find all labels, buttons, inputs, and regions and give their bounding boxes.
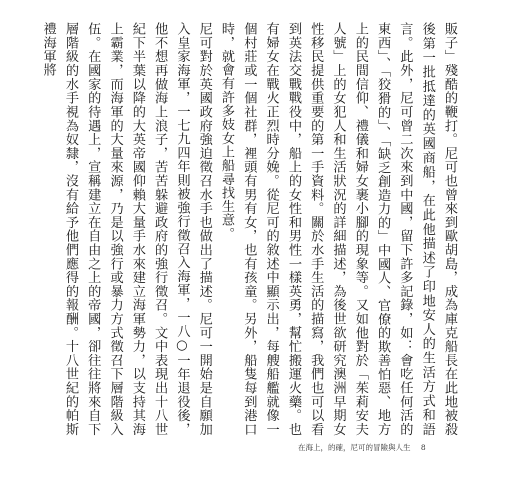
body-text <box>40 22 460 436</box>
running-title: 在海上，的確，尼可的冒險與人生 <box>298 443 411 452</box>
page-footer <box>298 442 426 453</box>
page-number: 8 <box>420 443 426 452</box>
paragraph: 尼可對於英國政府強迫徵召水手也做出了描述。尼可一開始是自願加入皇家海軍，一七九四年則被強行徵召入海軍，一八○一年退役後，他不想再做海上浪子，苦苦躲避政府的強行徵召。文中表現出十八世紀下半葉以降的大英帝國仰賴大量手水來建立海軍勢力，以支持其海上霸業，而海軍的大量來源，乃是以強行或暴力方式徵召下層階級入伍。在國家的待遇上，宣稱建立在自由之上的帝國，卻往往將來自下層階級的水手視為奴隸，沒有給予他們應得的報酬。十八世紀的帕斯禮海軍將 <box>40 22 212 436</box>
paragraph: 販子」殘酷的鞭打。尼可也曾來到歐胡島，成為庫克船長在此地被殺後第一批抵達的英國商船，在此他描述了印地安人的生活方式和語言。此外，尼可曾二次來到中國，留下許多記錄，如：會吃任何活的東西」、「狡猾的」、「缺乏創造力的」中國人、官僚的欺善怕惡、地方上的民間信仰、禮儀和婦女裹小腳的現象等。又如他對於「茱莉安夫人號」上的女犯人和生活狀況的詳細描述，為後世欲研究澳洲早期女性移民提供重要的第一手資料。關於水手生活的描寫，我們也可以看到英法交戰戰役中，船上的女性和男性一樣英勇，幫忙搬運火藥。也有婦女在戰火正烈時分娩。從尼可的敘述中顯示出，每艘船艦就像一個村莊或一個社群，裡頭有男有女，也有孩童。另外，船隻每到港口時，就會有許多妓女上船尋找生意。 <box>219 22 457 436</box>
